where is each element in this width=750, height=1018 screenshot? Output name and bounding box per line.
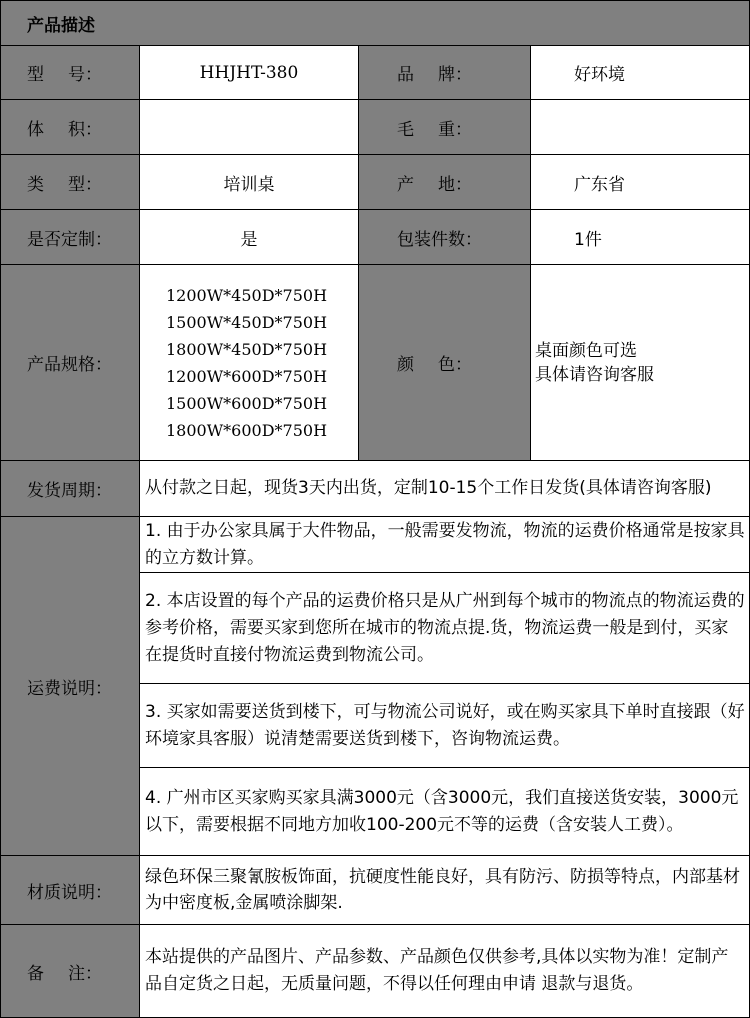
label-customizable: 是否定制： (0, 209, 140, 265)
header-title: 产品描述 (27, 15, 95, 36)
value-type: 培训桌 (139, 154, 359, 210)
spec-item: 1200W*600D*750H (166, 366, 328, 386)
shipping-item-3: 3. 买家如需要送货到楼下，可与物流公司说好，或在购买家具下单时直接跟（好环境家具客服）说清楚需要送货到楼下，咨询物流运费。 (139, 683, 750, 768)
label-spec: 产品规格： (0, 264, 140, 461)
spec-item: 1800W*450D*750H (166, 339, 328, 359)
value-delivery: 从付款之日起，现货3天内出货，定制10-15个工作日发货(具体请咨询客服) (139, 460, 750, 517)
value-color (530, 264, 750, 461)
value-material: 绿色环保三聚氰胺板饰面，抗硬度性能良好，具有防污、防损等特点，内部基材为中密度板,金属喷涂脚架. (139, 855, 750, 925)
label-delivery: 发货周期： (0, 460, 140, 517)
spec-item: 1800W*600D*750H (166, 420, 328, 440)
label-brand: 品 牌： (358, 45, 531, 100)
value-brand: 好环境 (530, 45, 750, 100)
label-type: 类 型： (0, 154, 140, 210)
spec-item: 1500W*450D*750H (166, 312, 328, 332)
color-line-2: 具体请咨询客服 (535, 364, 654, 385)
value-package-count: 1件 (530, 209, 750, 265)
label-package-count: 包装件数： (358, 209, 531, 265)
color-line-1: 桌面颜色可选 (535, 340, 637, 361)
shipping-item-1: 1. 由于办公家具属于大件物品，一般需要发物流，物流的运费价格通常是按家具的立方数计算。 (139, 516, 750, 573)
shipping-item-4: 4. 广州市区买家购买家具满3000元（含3000元，我们直接送货安装，3000元以下，需要根据不同地方加收100-200元不等的运费（含安装人工费）。 (139, 767, 750, 856)
table-header (0, 0, 750, 46)
label-remarks: 备 注： (0, 924, 140, 1018)
label-gross-weight: 毛 重： (358, 99, 531, 155)
value-spec-list (139, 264, 359, 461)
value-model: HHJHT-380 (139, 45, 359, 100)
label-volume: 体 积： (0, 99, 140, 155)
shipping-item-2: 2. 本店设置的每个产品的运费价格只是从广州到每个城市的物流点的物流运费的参考价格，需要买家到您所在城市的物流点提.货，物流运费一般是到付，买家在提货时直接付物流运费到物流公司。 (139, 572, 750, 684)
label-shipping: 运费说明： (0, 516, 140, 856)
value-remarks: 本站提供的产品图片、产品参数、产品颜色仅供参考,具体以实物为准！定制产品自定货之日起，无质量问题，不得以任何理由申请 退款与退货。 (139, 924, 750, 1018)
value-volume (139, 99, 359, 155)
spec-list (140, 282, 327, 444)
label-origin: 产 地： (358, 154, 531, 210)
value-gross-weight (530, 99, 750, 155)
value-customizable: 是 (139, 209, 359, 265)
label-model: 型 号： (0, 45, 140, 100)
label-material: 材质说明： (0, 855, 140, 925)
spec-item: 1500W*600D*750H (166, 393, 328, 413)
value-origin: 广东省 (530, 154, 750, 210)
label-color: 颜 色： (358, 264, 531, 461)
spec-item: 1200W*450D*750H (166, 285, 328, 305)
